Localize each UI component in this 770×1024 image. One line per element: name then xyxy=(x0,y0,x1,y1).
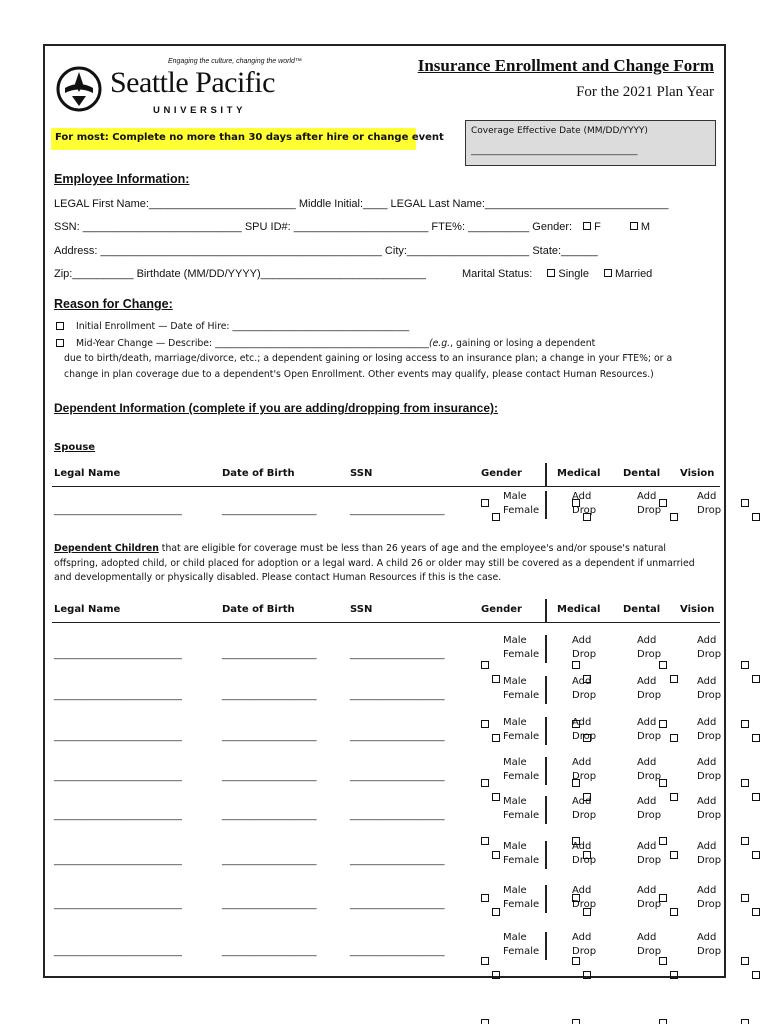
spouse-label: Spouse xyxy=(54,442,96,453)
dental-drop-label: Drop xyxy=(637,899,662,910)
gender-female-checkbox[interactable] xyxy=(492,675,500,683)
column-header-medical: Medical xyxy=(557,468,601,479)
legal-name-field[interactable]: _______________________ xyxy=(54,810,182,821)
midyear-change-checkbox[interactable] xyxy=(56,339,64,347)
medical-drop-label: Drop xyxy=(572,731,597,742)
column-header-gender: Gender xyxy=(481,604,522,615)
children-line-3: and developmentally or physically disabled. Please contact Human Resources if this is the case. xyxy=(54,572,502,583)
single-checkbox[interactable] xyxy=(547,269,555,277)
dental-add-checkbox[interactable] xyxy=(659,837,667,845)
dental-drop-label: Drop xyxy=(637,946,662,957)
form-title: Insurance Enrollment and Change Form xyxy=(417,56,714,75)
dental-drop-label: Drop xyxy=(637,855,662,866)
column-header-medical: Medical xyxy=(557,604,601,615)
gender-male-label: Male xyxy=(503,796,527,807)
medical-add-checkbox[interactable] xyxy=(572,1019,580,1024)
legal-name-field[interactable]: _______________________ xyxy=(54,855,182,866)
dental-drop-label: Drop xyxy=(637,649,662,660)
dental-drop-label: Drop xyxy=(637,810,662,821)
reason-line-2: due to birth/death, marriage/divorce, etc.; a dependent gaining or losing access to an insurance plan; a change in your FTE%; or a xyxy=(64,353,673,364)
vision-add-label: Add xyxy=(697,717,717,728)
gender-male-label: Male xyxy=(503,676,527,687)
married-option[interactable] xyxy=(604,268,652,280)
dental-drop-checkbox[interactable] xyxy=(670,908,678,916)
dob-field[interactable]: _________________ xyxy=(222,771,317,782)
dependent-info-heading: Dependent Information (complete if you are adding/dropping from insurance): xyxy=(54,401,499,415)
legal-name-field[interactable]: _______________________ xyxy=(54,649,182,660)
gender-female-label: Female xyxy=(503,810,540,821)
seal-icon xyxy=(56,66,102,112)
dental-add-checkbox[interactable] xyxy=(659,661,667,669)
marital-status[interactable] xyxy=(462,268,652,280)
gender-male-label: Male xyxy=(503,717,527,728)
gender-female-label: Female xyxy=(503,855,540,866)
gender-female-checkbox[interactable] xyxy=(492,971,500,979)
gender-female-checkbox[interactable] xyxy=(492,908,500,916)
ssn-field[interactable]: _________________ xyxy=(350,855,445,866)
married-label: Married xyxy=(615,268,653,280)
gender-female-checkbox[interactable] xyxy=(492,513,500,521)
column-header-vision: Vision xyxy=(680,604,715,615)
dob-field[interactable]: _________________ xyxy=(222,946,317,957)
column-header-legal-name: Legal Name xyxy=(54,468,121,479)
vision-drop-label: Drop xyxy=(697,649,722,660)
dental-drop-checkbox[interactable] xyxy=(670,513,678,521)
vision-drop-label: Drop xyxy=(697,899,722,910)
column-header-ssn: SSN xyxy=(350,468,373,479)
dental-drop-checkbox[interactable] xyxy=(670,734,678,742)
gender-male-checkbox[interactable] xyxy=(481,894,489,902)
dental-add-label: Add xyxy=(637,885,657,896)
medical-drop-checkbox[interactable] xyxy=(583,971,591,979)
dental-add-label: Add xyxy=(637,635,657,646)
medical-add-label: Add xyxy=(572,885,592,896)
ssn-field[interactable]: _________________ xyxy=(350,505,445,516)
deadline-notice-text: For most: Complete no more than 30 days after hire or change event xyxy=(55,132,444,143)
logo-brand-sub: UNIVERSITY xyxy=(153,105,247,116)
vision-add-label: Add xyxy=(697,757,717,768)
row-column-divider xyxy=(545,635,547,663)
vision-drop-label: Drop xyxy=(697,505,722,516)
employee-info-heading: Employee Information: xyxy=(54,172,190,186)
row-column-divider xyxy=(545,885,547,913)
effective-date-field[interactable]: _____________________________________ xyxy=(471,146,638,156)
dental-drop-label: Drop xyxy=(637,731,662,742)
gender-m-option[interactable] xyxy=(630,221,650,233)
column-header-vision: Vision xyxy=(680,468,715,479)
ssn-field[interactable]: _________________ xyxy=(350,690,445,701)
row-column-divider xyxy=(545,932,547,960)
vision-drop-checkbox[interactable] xyxy=(752,908,760,916)
ssn-field[interactable]: _________________ xyxy=(350,649,445,660)
gender-female-label: Female xyxy=(503,946,540,957)
vision-add-checkbox[interactable] xyxy=(741,779,749,787)
gender-f-label: F xyxy=(594,221,601,233)
dob-field[interactable]: _________________ xyxy=(222,810,317,821)
vision-add-checkbox[interactable] xyxy=(741,499,749,507)
vision-drop-label: Drop xyxy=(697,810,722,821)
gender-f-option[interactable] xyxy=(583,221,601,233)
gender-female-checkbox[interactable] xyxy=(492,851,500,859)
gender-m-checkbox[interactable] xyxy=(630,222,638,230)
children-paragraph xyxy=(54,542,695,586)
dob-field[interactable]: _________________ xyxy=(222,899,317,910)
legal-name-field[interactable]: _______________________ xyxy=(54,946,182,957)
dental-drop-checkbox[interactable] xyxy=(670,675,678,683)
deadline-notice xyxy=(51,128,444,150)
vision-drop-checkbox[interactable] xyxy=(752,675,760,683)
gender-male-checkbox[interactable] xyxy=(481,957,489,965)
medical-drop-label: Drop xyxy=(572,505,597,516)
dental-add-label: Add xyxy=(637,676,657,687)
dental-add-label: Add xyxy=(637,932,657,943)
medical-drop-label: Drop xyxy=(572,649,597,660)
medical-add-checkbox[interactable] xyxy=(572,661,580,669)
gender-female-label: Female xyxy=(503,771,540,782)
single-option[interactable] xyxy=(547,268,589,280)
dental-drop-label: Drop xyxy=(637,690,662,701)
medical-add-label: Add xyxy=(572,635,592,646)
dental-drop-checkbox[interactable] xyxy=(670,793,678,801)
gender-f-checkbox[interactable] xyxy=(583,222,591,230)
gender-female-label: Female xyxy=(503,649,540,660)
dental-drop-checkbox[interactable] xyxy=(670,971,678,979)
dental-add-label: Add xyxy=(637,757,657,768)
column-header-dob: Date of Birth xyxy=(222,604,295,615)
reason-heading: Reason for Change: xyxy=(54,297,173,311)
gender-male-label: Male xyxy=(503,885,527,896)
gender-male-checkbox[interactable] xyxy=(481,499,489,507)
children-line-2: offspring, adopted child, or child placed for adoption or a legal ward. A child 26 or older may still be covered as a dependent if unmarried xyxy=(54,557,695,569)
example-rest: , gaining or losing a dependent xyxy=(450,338,596,349)
row-column-divider xyxy=(545,757,547,785)
dental-add-checkbox[interactable] xyxy=(659,720,667,728)
header-column-divider xyxy=(545,599,547,622)
vision-add-label: Add xyxy=(697,676,717,687)
vision-drop-label: Drop xyxy=(697,946,722,957)
medical-add-label: Add xyxy=(572,717,592,728)
vision-drop-checkbox[interactable] xyxy=(752,513,760,521)
initial-enrollment-row[interactable] xyxy=(56,321,409,332)
midyear-change-label: Mid-Year Change — Describe: ______________________________________________ xyxy=(75,338,429,349)
row-column-divider xyxy=(545,491,547,519)
dental-add-label: Add xyxy=(637,491,657,502)
plan-year: For the 2021 Plan Year xyxy=(576,84,714,100)
vision-add-label: Add xyxy=(697,932,717,943)
dob-field[interactable]: _________________ xyxy=(222,855,317,866)
column-header-legal-name: Legal Name xyxy=(54,604,121,615)
gender-female-label: Female xyxy=(503,731,540,742)
legal-name-field[interactable]: _______________________ xyxy=(54,505,182,516)
married-checkbox[interactable] xyxy=(604,269,612,277)
medical-drop-label: Drop xyxy=(572,899,597,910)
medical-add-label: Add xyxy=(572,841,592,852)
gender-female-checkbox[interactable] xyxy=(492,793,500,801)
medical-add-label: Add xyxy=(572,676,592,687)
row-column-divider xyxy=(545,717,547,745)
reason-line-3: change in plan coverage due to a dependent's Open Enrollment. Other events may qualify, please contact Human Resources.) xyxy=(64,369,654,380)
vision-add-label: Add xyxy=(697,885,717,896)
example-lead: (e.g. xyxy=(428,338,451,349)
dental-drop-label: Drop xyxy=(637,771,662,782)
vision-add-checkbox[interactable] xyxy=(741,957,749,965)
column-header-gender: Gender xyxy=(481,468,522,479)
header-column-divider xyxy=(545,463,547,486)
dental-add-label: Add xyxy=(637,717,657,728)
medical-drop-label: Drop xyxy=(572,946,597,957)
vision-add-checkbox[interactable] xyxy=(741,720,749,728)
legal-name-field[interactable]: _______________________ xyxy=(54,771,182,782)
legal-name-field[interactable]: _______________________ xyxy=(54,690,182,701)
logo-brand-name: Seattle Pacific xyxy=(110,66,275,99)
dob-field[interactable]: _________________ xyxy=(222,505,317,516)
medical-add-label: Add xyxy=(572,491,592,502)
vision-drop-label: Drop xyxy=(697,731,722,742)
vision-drop-checkbox[interactable] xyxy=(752,793,760,801)
column-header-dental: Dental xyxy=(623,468,661,479)
dob-field[interactable]: _________________ xyxy=(222,731,317,742)
ssn-field[interactable]: _________________ xyxy=(350,946,445,957)
ssn-field[interactable]: _________________ xyxy=(350,731,445,742)
legal-name-field[interactable]: _______________________ xyxy=(54,731,182,742)
vision-drop-checkbox[interactable] xyxy=(752,971,760,979)
marital-status-label: Marital Status: xyxy=(462,268,533,280)
dental-drop-label: Drop xyxy=(637,505,662,516)
gender-m-label: M xyxy=(640,221,651,233)
medical-add-label: Add xyxy=(572,796,592,807)
effective-date-label: Coverage Effective Date (MM/DD/YYYY) xyxy=(471,126,648,136)
logo-tagline: Engaging the culture, changing the world™ xyxy=(168,58,302,65)
dental-add-label: Add xyxy=(637,796,657,807)
row-column-divider xyxy=(545,841,547,869)
initial-enrollment-label: Initial Enrollment — Date of Hire: ______________________________________ xyxy=(75,321,410,332)
dob-field[interactable]: _________________ xyxy=(222,690,317,701)
vision-drop-label: Drop xyxy=(697,855,722,866)
medical-drop-label: Drop xyxy=(572,855,597,866)
dob-field[interactable]: _________________ xyxy=(222,649,317,660)
vision-add-label: Add xyxy=(697,796,717,807)
medical-drop-label: Drop xyxy=(572,771,597,782)
column-header-dob: Date of Birth xyxy=(222,468,295,479)
coverage-effective-date-box[interactable] xyxy=(465,120,716,166)
children-label: Dependent Children xyxy=(54,543,159,554)
name-row[interactable]: LEGAL First Name:________________________ Middle Initial:____ LEGAL Last Name:______________________________ xyxy=(54,198,669,210)
medical-drop-label: Drop xyxy=(572,810,597,821)
ssn-field[interactable]: _________________ xyxy=(350,899,445,910)
gender-female-label: Female xyxy=(503,505,540,516)
vision-add-checkbox[interactable] xyxy=(741,661,749,669)
zip-row[interactable]: Zip:__________ Birthdate (MM/DD/YYYY)___________________________ xyxy=(54,268,426,280)
gender-male-checkbox[interactable] xyxy=(481,1019,489,1024)
gender-female-label: Female xyxy=(503,899,540,910)
single-label: Single xyxy=(558,268,589,280)
gender-male-checkbox[interactable] xyxy=(481,779,489,787)
medical-add-label: Add xyxy=(572,757,592,768)
vision-add-checkbox[interactable] xyxy=(741,1019,749,1024)
medical-add-checkbox[interactable] xyxy=(572,957,580,965)
vision-add-label: Add xyxy=(697,841,717,852)
ssn-field[interactable]: _________________ xyxy=(350,810,445,821)
ssn-row-text: SSN: __________________________ SPU ID#: ______________________ FTE%: __________ Gender: xyxy=(54,221,573,233)
dental-add-label: Add xyxy=(637,841,657,852)
column-header-dental: Dental xyxy=(623,604,661,615)
ssn-row[interactable] xyxy=(54,221,650,233)
gender-male-label: Male xyxy=(503,932,527,943)
legal-name-field[interactable]: _______________________ xyxy=(54,899,182,910)
gender-male-label: Male xyxy=(503,635,527,646)
row-column-divider xyxy=(545,676,547,704)
dental-drop-checkbox[interactable] xyxy=(670,851,678,859)
gender-male-label: Male xyxy=(503,757,527,768)
medical-drop-label: Drop xyxy=(572,690,597,701)
vision-drop-label: Drop xyxy=(697,771,722,782)
midyear-change-row[interactable] xyxy=(56,338,595,349)
header-divider xyxy=(52,486,720,487)
vision-add-checkbox[interactable] xyxy=(741,837,749,845)
medical-add-label: Add xyxy=(572,932,592,943)
vision-drop-checkbox[interactable] xyxy=(752,851,760,859)
gender-male-label: Male xyxy=(503,841,527,852)
vision-drop-label: Drop xyxy=(697,690,722,701)
children-line-1: that are eligible for coverage must be less than 26 years of age and the employee's and/or spouse's natural xyxy=(158,543,666,554)
vision-add-label: Add xyxy=(697,491,717,502)
vision-drop-checkbox[interactable] xyxy=(752,734,760,742)
gender-male-checkbox[interactable] xyxy=(481,837,489,845)
dental-add-checkbox[interactable] xyxy=(659,1019,667,1024)
dental-add-checkbox[interactable] xyxy=(659,957,667,965)
gender-female-checkbox[interactable] xyxy=(492,734,500,742)
university-logo xyxy=(56,58,302,120)
column-header-ssn: SSN xyxy=(350,604,373,615)
header-divider xyxy=(52,622,720,623)
gender-male-checkbox[interactable] xyxy=(481,720,489,728)
gender-male-checkbox[interactable] xyxy=(481,661,489,669)
initial-enrollment-checkbox[interactable] xyxy=(56,322,64,330)
row-column-divider xyxy=(545,796,547,824)
vision-add-checkbox[interactable] xyxy=(741,894,749,902)
gender-male-label: Male xyxy=(503,491,527,502)
ssn-field[interactable]: _________________ xyxy=(350,771,445,782)
gender-female-label: Female xyxy=(503,690,540,701)
address-row[interactable]: Address: ______________________________________________ City:____________________ State:______ xyxy=(54,245,598,257)
vision-add-label: Add xyxy=(697,635,717,646)
